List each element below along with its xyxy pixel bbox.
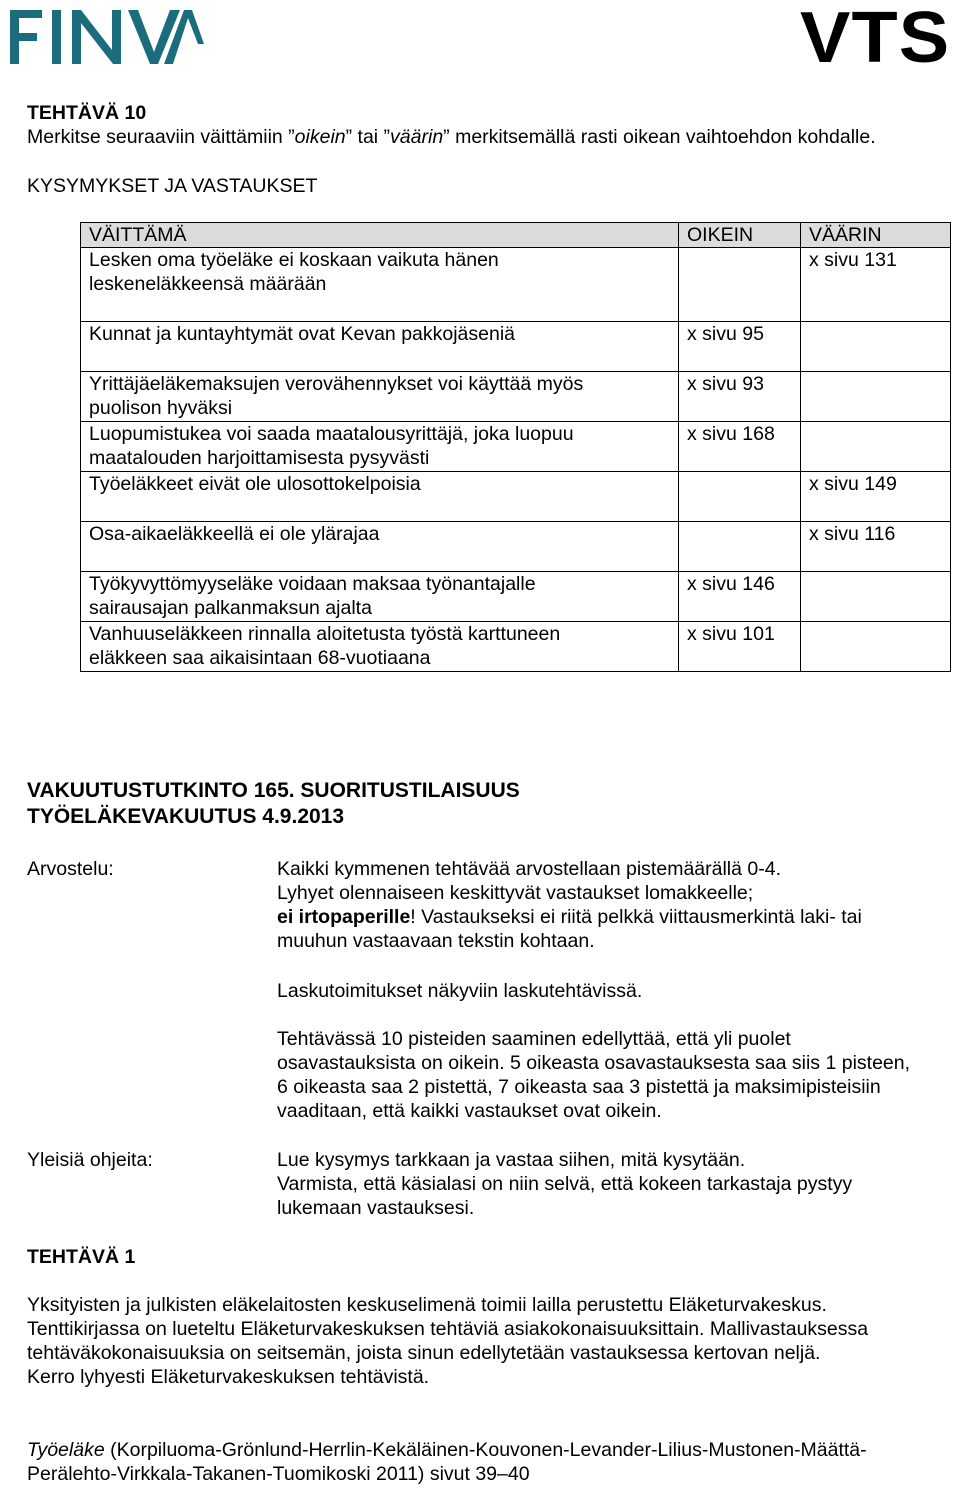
oikein-cell[interactable]: x sivu 101 — [679, 622, 801, 672]
table-row — [81, 322, 951, 372]
vaarin-cell[interactable]: x sivu 116 — [801, 522, 951, 572]
laskut-text: Laskutoimitukset näkyviin laskutehtävissä. — [277, 980, 643, 1002]
oikein-cell[interactable]: x sivu 93 — [679, 372, 801, 422]
statement-cell: Lesken oma työeläke ei koskaan vaikuta hänen leskeneläkkeensä määrään — [81, 248, 679, 322]
finva-logo — [6, 4, 206, 72]
vaarin-cell[interactable] — [801, 322, 951, 372]
oikein-cell[interactable]: x sivu 146 — [679, 572, 801, 622]
task10-instruction: Merkitse seuraaviin väittämiin ”oikein” tai ”väärin” merkitsemällä rasti oikean vaihtoehdon kohdalle. — [27, 126, 876, 148]
vaarin-cell[interactable] — [801, 572, 951, 622]
oikein-cell[interactable]: x sivu 168 — [679, 422, 801, 472]
task1-reference: Työeläke (Korpiluoma-Grönlund-Herrlin-Kekäläinen-Kouvonen-Levander-Lilius-Mustonen-Määttä- Perälehto-Virkkala-Takanen-Tuomikoski 2011) sivut 39–40 — [27, 1439, 867, 1485]
header-vaittama: VÄITTÄMÄ — [81, 223, 679, 248]
exam-title-line2: TYÖELÄKEVAKUUTUS 4.9.2013 — [27, 805, 345, 828]
statement-cell: Osa-aikaeläkkeellä ei ole ylärajaa — [81, 522, 679, 572]
statement-cell: Työeläkkeet eivät ole ulosottokelpoisia — [81, 472, 679, 522]
table-row — [81, 522, 951, 572]
header-oikein: OIKEIN — [679, 223, 801, 248]
statement-cell: Luopumistukea voi saada maatalousyrittäjä, joka luopuu maatalouden harjoittamisesta pysyvästi — [81, 422, 679, 472]
task10-title: TEHTÄVÄ 10 — [27, 102, 147, 124]
statement-cell: Vanhuuseläkkeen rinnalla aloitetusta työstä karttuneen eläkkeen saa aikaisintaan 68-vuotiaana — [81, 622, 679, 672]
header-vaarin: VÄÄRIN — [801, 223, 951, 248]
statement-cell: Työkyvyttömyyseläke voidaan maksaa työnantajalle sairausajan palkanmaksun ajalta — [81, 572, 679, 622]
arvostelu-label: Arvostelu: — [27, 858, 114, 880]
section-heading: KYSYMYKSET JA VASTAUKSET — [27, 175, 318, 197]
statement-table — [80, 222, 951, 672]
table-row — [81, 248, 951, 322]
vts-logo: VTS — [800, 0, 951, 78]
table-header-row — [81, 223, 951, 248]
ohjeita-text: Lue kysymys tarkkaan ja vastaa siihen, mitä kysytään. Varmista, että käsialasi on niin selvä, että kokeen tarkastaja pystyy lukemaan vastauksesi. — [277, 1149, 853, 1219]
table-row — [81, 472, 951, 522]
exam-title-line1: VAKUUTUSTUTKINTO 165. SUORITUSTILAISUUS — [27, 779, 520, 802]
vaarin-cell[interactable]: x sivu 131 — [801, 248, 951, 322]
vaarin-cell[interactable] — [801, 372, 951, 422]
statement-cell: Yrittäjäeläkemaksujen verovähennykset voi käyttää myös puolison hyväksi — [81, 372, 679, 422]
table-row — [81, 372, 951, 422]
vaarin-cell[interactable] — [801, 622, 951, 672]
arvostelu-text: Kaikki kymmenen tehtävää arvostellaan pistemäärällä 0-4. Lyhyet olennaiseen keskittyvät vastaukset lomakkeelle; ei irtopaperille! Vastaukseksi ei riitä pelkkä viittausmerkintä laki- tai muuhun vastaavaan tekstin kohtaan. — [277, 858, 862, 952]
vaarin-cell[interactable]: x sivu 149 — [801, 472, 951, 522]
task1-title: TEHTÄVÄ 1 — [27, 1246, 136, 1268]
vaarin-cell[interactable] — [801, 422, 951, 472]
oikein-cell[interactable] — [679, 522, 801, 572]
task10-scoring-text: Tehtävässä 10 pisteiden saaminen edellyttää, että yli puolet osavastauksista on oikein. 5 oikeasta osavastauksesta saa siis 1 pisteen, 6 oikeasta saa 2 pistettä, 7 oikeasta saa 3 pistettä ja maksimipisteisiin vaaditaan, että kaikki vastaukset ovat oikein. — [277, 1028, 911, 1122]
oikein-cell[interactable] — [679, 472, 801, 522]
oikein-cell[interactable] — [679, 248, 801, 322]
statement-cell: Kunnat ja kuntayhtymät ovat Kevan pakkojäseniä — [81, 322, 679, 372]
task1-text: Yksityisten ja julkisten eläkelaitosten keskuselimenä toimii lailla perustettu Eläketurvakeskus. Tenttikirjassa on lueteltu Eläketurvakeskuksen tehtäviä asiakokonaisuuksittain. Mallivastauksessa tehtäväkokonaisuuksia on seitsemän, joista sinun edellytetään vastauksessa kertovan neljä. Kerro lyhyesti Eläketurvakeskuksen tehtävistä. — [27, 1294, 869, 1388]
table-row — [81, 422, 951, 472]
table-row — [81, 572, 951, 622]
ohjeita-label: Yleisiä ohjeita: — [27, 1149, 153, 1171]
oikein-cell[interactable]: x sivu 95 — [679, 322, 801, 372]
table-row — [81, 622, 951, 672]
